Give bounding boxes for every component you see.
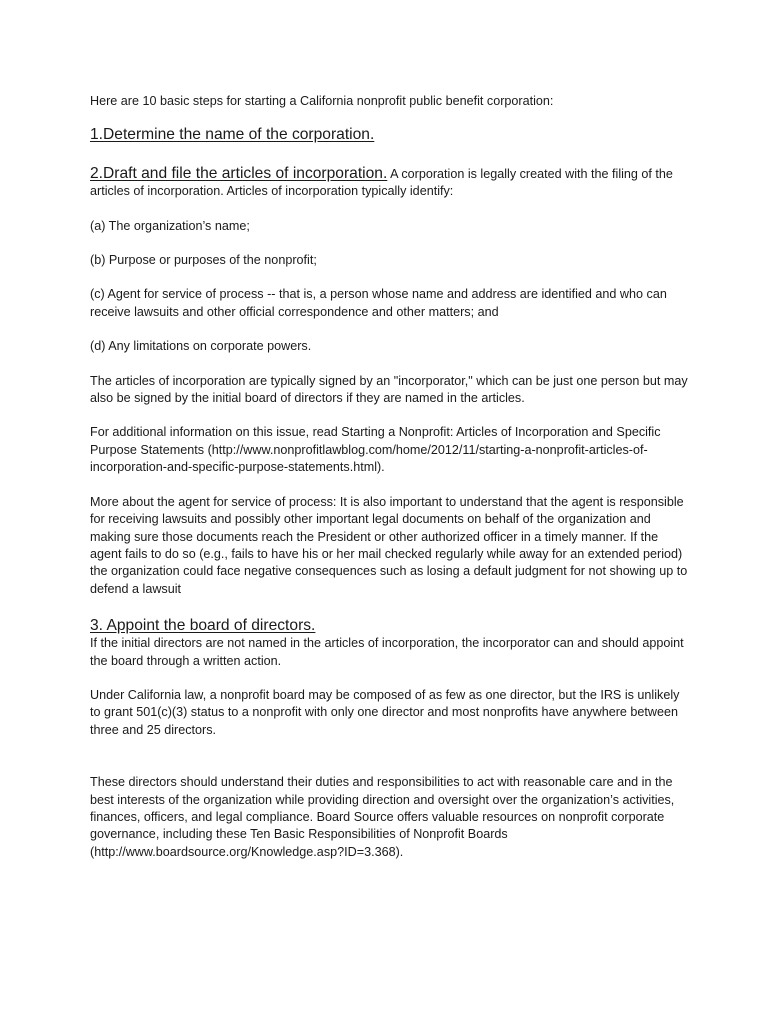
california-law-paragraph: Under California law, a nonprofit board may be composed of as few as one director, but the IRS is unlikely to grant 501(c)(3) status to a nonprofit with only one director and most nonprofits have anywhere between three and 25 directors. — [90, 687, 680, 737]
step-3-heading: 3. Appoint the board of directors. — [90, 617, 316, 635]
list-item-b: (b) Purpose or purposes of the nonprofit; — [90, 253, 317, 268]
intro-text: Here are 10 basic steps for starting a California nonprofit public benefit corporation: — [90, 94, 554, 108]
step-3-body: If the initial directors are not named in the articles of incorporation, the incorporator can and should appoint the board through a written action. — [90, 636, 684, 668]
list-item-d: (d) Any limitations on corporate powers. — [90, 339, 312, 354]
directors-duties-paragraph: These directors should understand their duties and responsibilities to act with reasonable care and in the best interests of the organization while providing direction and oversight over the organization’s activities, finances, officers, and legal compliance. Board Source offers valuable resources on nonprofit corporate governance, including these Ten Basic Responsibilities of Nonprofit Boards (http://www.boardsource.org/Knowledge.asp?ID=3.368). — [90, 775, 675, 859]
step-1-paragraph — [90, 126, 688, 144]
additional-info-paragraph: For additional information on this issue, read Starting a Nonprofit: Articles of Incorporation and Specific Purpose Statements (http://www.nonprofitlawblog.com/home/2012/11/starting-a-nonprofit-articles-of-incorporation-and-specific-purpose-statements.html). — [90, 425, 661, 475]
step-2-paragraph — [90, 165, 688, 201]
step-2-body: A corporation is legally created with the filing of the articles of incorporation. Articles of incorporation typically identify: — [90, 166, 673, 199]
step-1-heading: 1.Determine the name of the corporation. — [90, 126, 375, 144]
articles-signed-paragraph: The articles of incorporation are typically signed by an "incorporator," which can be just one person but may also be signed by the initial board of directors if they are named in the articles. — [90, 373, 688, 406]
step-2-heading: 2.Draft and file the articles of incorporation. — [90, 164, 388, 182]
agent-paragraph: More about the agent for service of process: It is also important to understand that the agent is responsible for receiving lawsuits and possibly other important legal documents on behalf of the organization and making sure those documents reach the President or other authorized officer in a timely manner. If the agent fails to do so (e.g., fails to have his or her mail checked regularly while away for an extended period) the organization could face negative consequences such as losing a default judgment for not showing up to defend a lawsuit — [90, 494, 688, 596]
list-item-a: (a) The organization’s name; — [90, 218, 250, 233]
list-item-c: (c) Agent for service of process -- that is, a person whose name and address are identified and who can receive lawsuits and other official correspondence and other matters; and — [90, 287, 667, 319]
step-3-paragraph — [90, 616, 688, 670]
